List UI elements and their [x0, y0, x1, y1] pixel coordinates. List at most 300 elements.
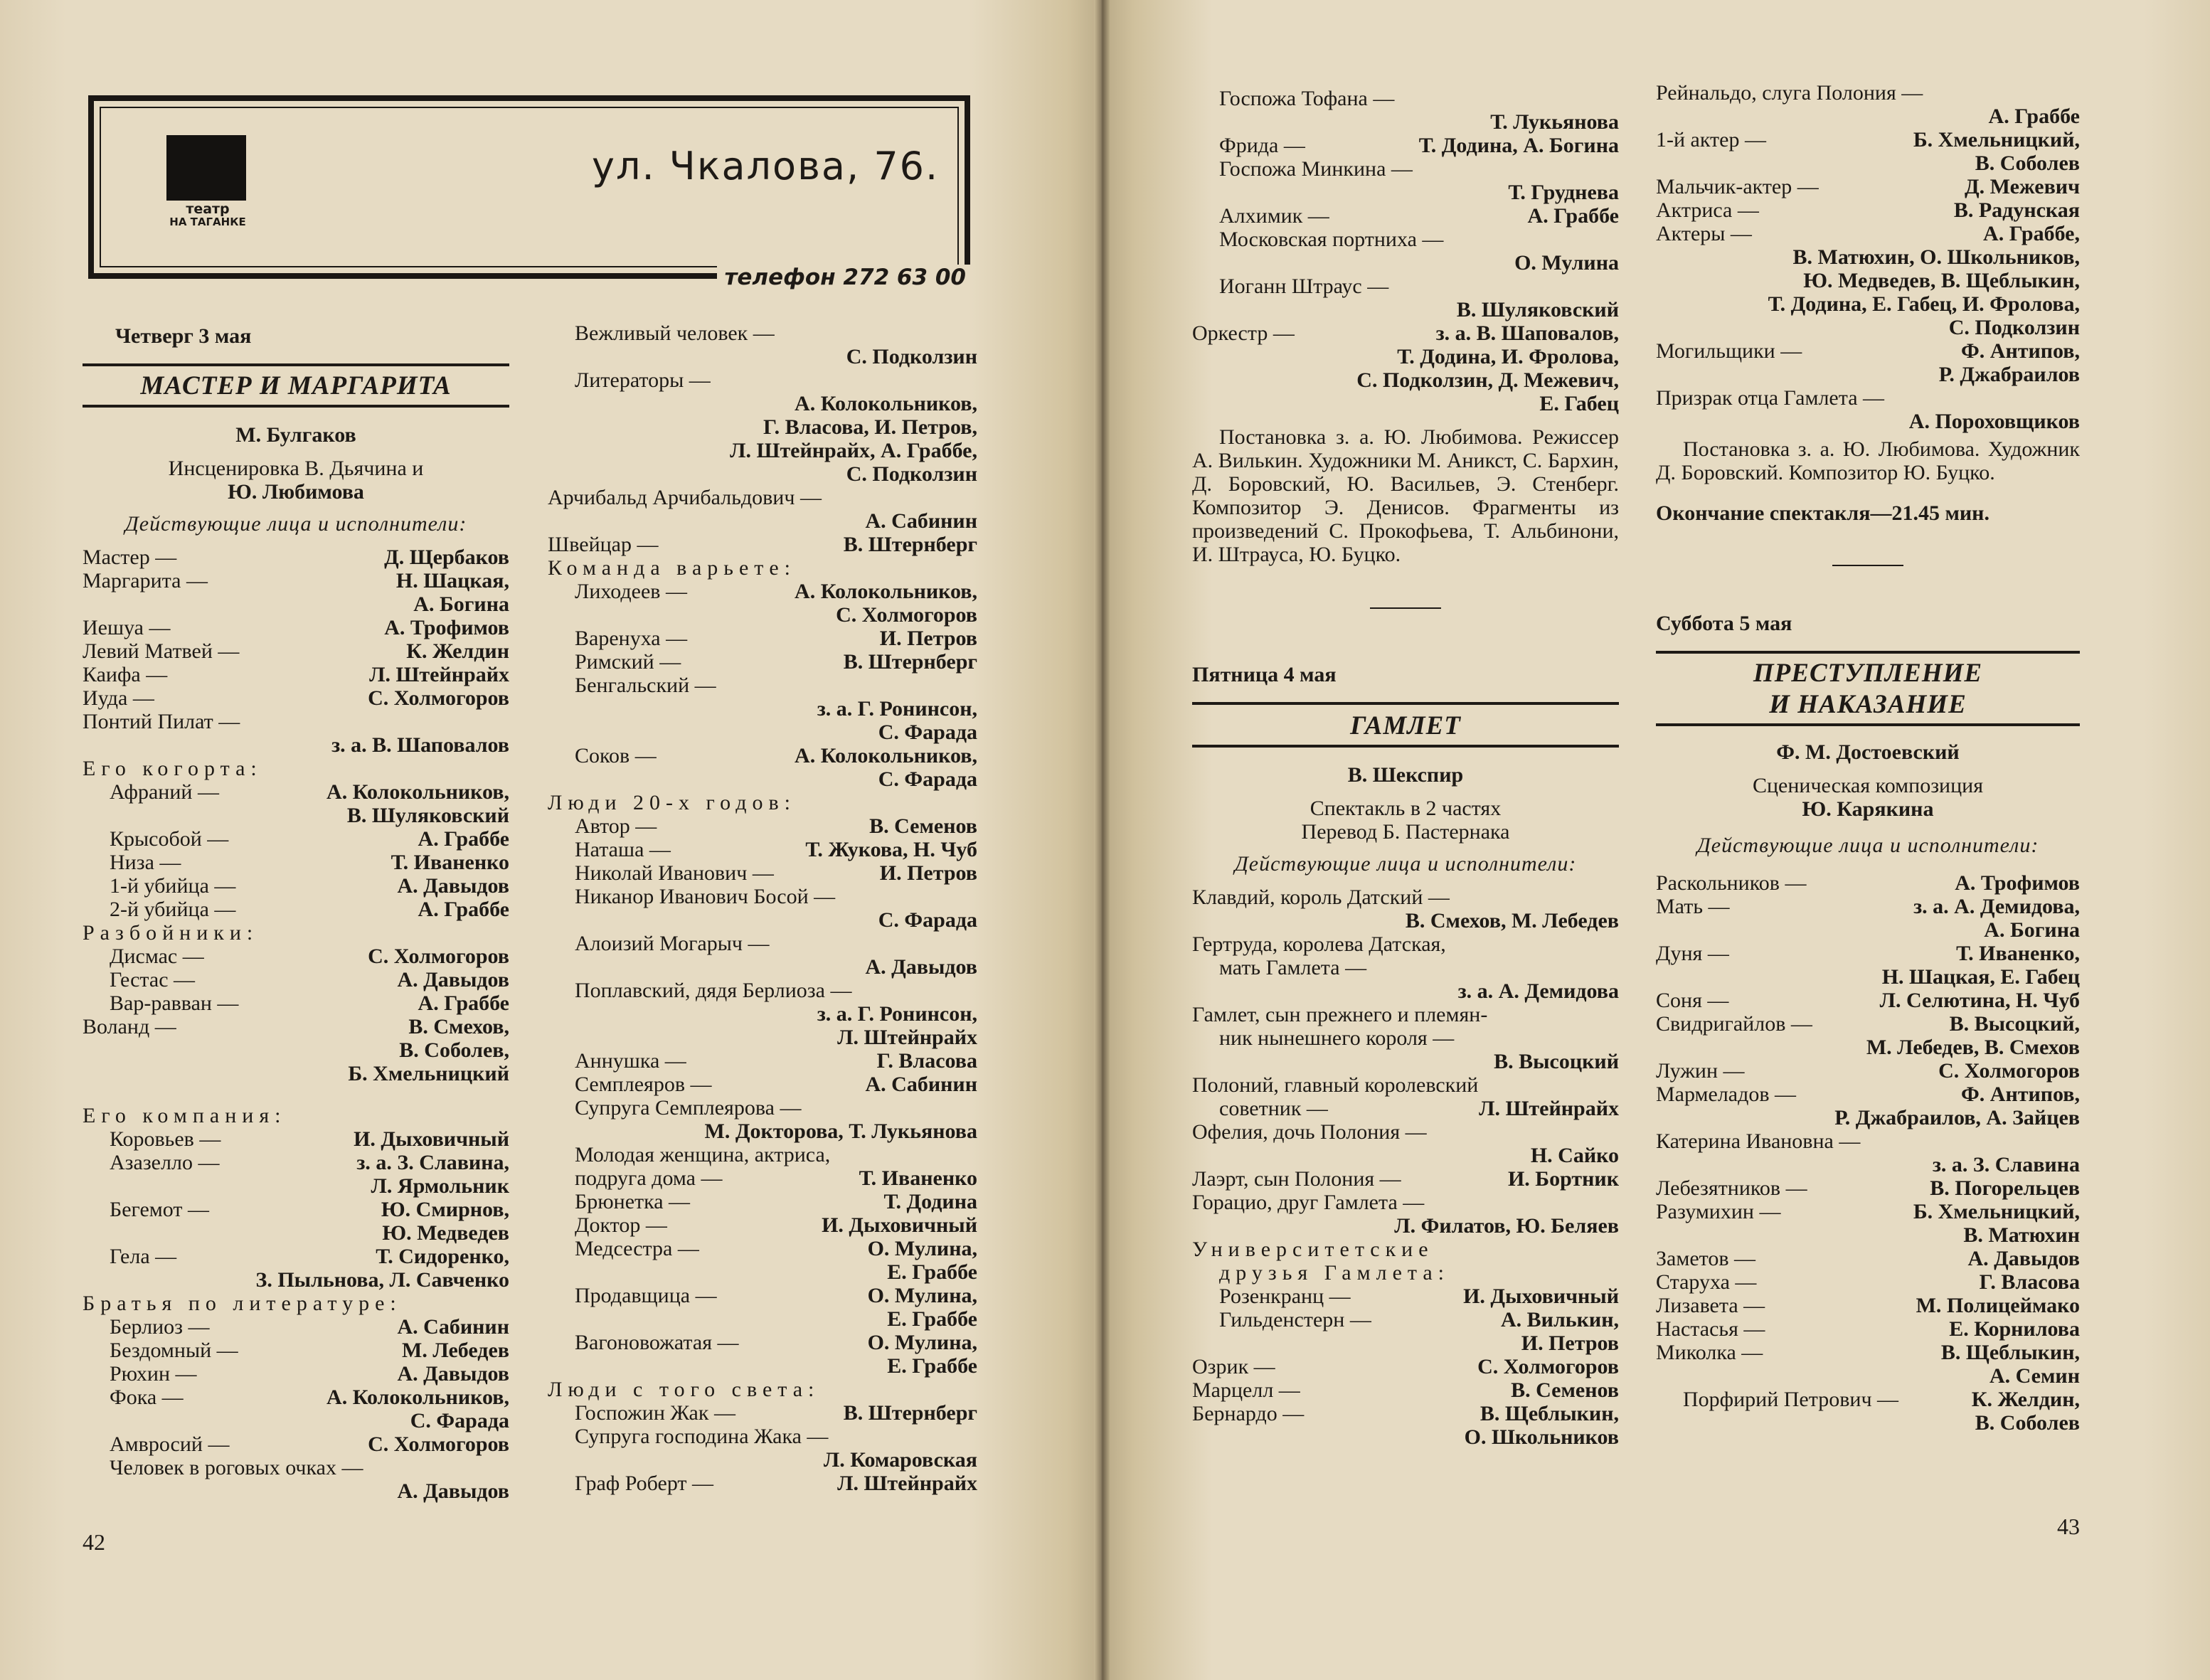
cast-row — [1192, 1308, 1619, 1331]
cast-role: Поплавский, дядя Берлиоза — — [575, 979, 852, 1002]
day-heading-thursday: Четверг 3 мая — [115, 324, 252, 348]
cast-row — [83, 639, 509, 663]
rule-top-hamlet — [1192, 702, 1619, 705]
cast-role: Госпожин Жак — — [575, 1401, 735, 1425]
cast-row — [1656, 222, 2080, 245]
cast-actor: Д. Межевич — [1965, 175, 2080, 198]
cast-role: Бездомный — — [110, 1339, 238, 1362]
theatre-header-box — [88, 95, 970, 290]
cast-actor: М. Полицеймако — [1916, 1294, 2080, 1317]
cast-role: Вар-равван — — [110, 991, 239, 1015]
cast-role: Медсестра — — [575, 1237, 699, 1260]
cast-actor: Е. Граббе — [887, 1260, 977, 1284]
cast-actor: Е. Граббе — [887, 1354, 977, 1378]
cast-actor: А. Давыдов — [397, 874, 509, 898]
cast-role: Фрида — — [1219, 134, 1305, 157]
cast-role: Могильщики — — [1656, 339, 1802, 363]
cast-role: Офелия, дочь Полония — — [1192, 1120, 1427, 1144]
cast-role: Аннушка — — [575, 1049, 686, 1073]
cast-actor: В. Штернберг — [843, 1401, 977, 1425]
cast-actor: Т. Додина, Е. Габец, И. Фролова, — [1768, 292, 2080, 316]
cast-row — [548, 1401, 977, 1425]
translation-credit: Перевод Б. Пастернака — [1301, 820, 1510, 844]
cast-actor: Т. Иваненко — [859, 1166, 977, 1190]
cast-role: Гела — — [110, 1245, 177, 1268]
theatre-logo — [158, 135, 259, 228]
cast-row — [83, 1339, 509, 1362]
cast-actor: Т. Жукова, Н. Чуб — [805, 838, 977, 861]
cast-row — [548, 838, 977, 861]
cast-row — [83, 827, 509, 851]
composition-author: Ю. Карякина — [1802, 797, 1934, 821]
cast-role: Госпожа Тофана — — [1219, 87, 1395, 110]
cast-actor: Т. Додина, И. Фролова, — [1397, 345, 1619, 368]
separator-short-2 — [1832, 565, 1903, 566]
cast-actor: А. Пороховщиков — [1908, 410, 2080, 433]
cast-role: Клавдий, король Датский — — [1192, 886, 1450, 909]
cast-actor: А. Трофимов — [384, 616, 509, 639]
cast-actor: Ф. Антипов, — [1961, 1083, 2080, 1106]
cast-list-master-3 — [1192, 87, 1619, 415]
cast-row — [83, 780, 509, 804]
left-column-1 — [83, 324, 509, 1503]
cast-actor: Е. Граббе — [887, 1307, 977, 1331]
cast-role: Заметов — — [1656, 1247, 1756, 1270]
cast-role: советник — — [1219, 1097, 1328, 1120]
cast-actor: С. Подколзин — [1948, 316, 2080, 339]
cast-role: Иешуа — — [83, 616, 171, 639]
cast-actor: Ф. Антипов, — [1961, 339, 2080, 363]
cast-actor: А. Вилькин, — [1500, 1308, 1619, 1331]
cast-row — [548, 1284, 977, 1307]
cast-role: Бернардо — — [1192, 1402, 1305, 1425]
cast-actor: О. Мулина, — [867, 1237, 977, 1260]
cast-role: Понтий Пилат — — [83, 710, 240, 733]
cast-actor: С. Фарада — [410, 1409, 509, 1432]
author-dostoevsky: Ф. М. Достоевский — [1776, 740, 1960, 764]
cast-role: 1-й убийца — — [110, 874, 236, 898]
cast-actor: И. Дыховичный — [822, 1213, 977, 1237]
cast-row — [548, 1237, 977, 1260]
cast-actor: В. Высоцкий, — [1949, 1012, 2080, 1036]
cast-row — [548, 1331, 977, 1354]
cast-row — [548, 1166, 977, 1190]
cast-row — [548, 627, 977, 650]
cast-actor: з. а. А. Демидова — [1457, 979, 1619, 1003]
cast-actor: Л. Штейнрайх — [837, 1472, 977, 1495]
cast-role: Лаэрт, сын Полония — — [1192, 1167, 1401, 1191]
cast-role: Амвросий — — [110, 1432, 230, 1456]
cast-actor: В. Щеблыкин, — [1479, 1402, 1619, 1425]
credits-master: Постановка з. а. Ю. Любимова. Режиссер А. Вилькин. Художники М. Аникст, С. Бархин, Д. Боровский, Ю. Васильев, Э. Стенберг. Композитор Э. Денисов. Фрагменты из произведений С. Прокофьева, Т. Альбинони, И. Штрауса, Ю. Буцко. — [1192, 425, 1619, 566]
cast-row — [1656, 128, 2080, 151]
scenic-composition: Сценическая композиция — [1752, 774, 1984, 797]
cast-row — [1192, 1167, 1619, 1191]
cast-row — [1656, 1012, 2080, 1036]
cast-row — [83, 1432, 509, 1456]
cast-actor: Т. Лукьянова — [1490, 110, 1619, 134]
cast-role: Арчибальд Арчибальдович — — [548, 486, 822, 509]
cast-role: Соков — — [575, 744, 657, 767]
cast-actor: А. Сабинин — [865, 1073, 977, 1096]
cast-row — [548, 744, 977, 767]
cast-row — [1192, 1285, 1619, 1308]
rule-bottom-crime — [1656, 723, 2080, 726]
cast-role: Вагоновожатая — — [575, 1331, 739, 1354]
cast-actor: Ю. Медведев, В. Щеблыкин, — [1803, 269, 2080, 292]
cast-row — [548, 1073, 977, 1096]
author-shakespeare: В. Шекспир — [1347, 763, 1464, 787]
cast-role: Николай Иванович — — [575, 861, 774, 885]
cast-actor: С. Фарада — [878, 908, 977, 932]
cast-actor: В. Штернберг — [843, 650, 977, 674]
cast-group-heading: Братья по литературе: — [83, 1292, 402, 1315]
cast-row — [83, 1198, 509, 1221]
page-number-left: 42 — [83, 1529, 105, 1555]
cast-role: Никанор Иванович Босой — — [575, 885, 836, 908]
cast-row — [1656, 1317, 2080, 1341]
cast-actor: А. Семин — [1989, 1364, 2080, 1388]
cast-actor: А. Колокольников, — [326, 1386, 509, 1409]
cast-role: Дуня — — [1656, 942, 1729, 965]
cast-actor: Л. Комаровская — [823, 1448, 977, 1472]
cast-actor: Л. Селютина, Н. Чуб — [1879, 989, 2080, 1012]
cast-actor: Л. Штейнрайх — [1479, 1097, 1619, 1120]
book-gutter — [1094, 0, 1110, 1680]
cast-actor: С. Холмогоров — [368, 686, 509, 710]
cast-actor: з. а. З. Славина, — [356, 1151, 509, 1174]
theatre-address: ул. Чкалова, 76. — [592, 144, 940, 188]
cast-role: Бегемот — — [110, 1198, 209, 1221]
cast-row — [1192, 134, 1619, 157]
cast-actor: Ю. Смирнов, — [381, 1198, 509, 1221]
cast-actor: Н. Сайко — [1530, 1144, 1619, 1167]
rule-bottom-master — [83, 405, 509, 408]
cast-role: Литераторы — — [575, 368, 711, 392]
cast-role: Левий Матвей — — [83, 639, 240, 663]
cast-actor: Н. Шацкая, Е. Габец — [1881, 965, 2080, 989]
cast-role: Мальчик-актер — — [1656, 175, 1819, 198]
cast-actor: В. Семенов — [1511, 1378, 1619, 1402]
cast-actor: В. Радунская — [1953, 198, 2080, 222]
cast-role: Человек в роговых очках — — [110, 1456, 363, 1479]
cast-group-heading: Университетские — [1192, 1238, 1434, 1261]
cast-actor: А. Колокольников, — [795, 580, 977, 603]
cast-list-crime — [1656, 871, 2080, 1435]
cast-actor: С. Холмогоров — [836, 603, 977, 627]
cast-actor: К. Желдин, — [1971, 1388, 2080, 1411]
cast-actor: з. а. А. Демидова, — [1913, 895, 2080, 918]
cast-actor: Л. Штейнрайх — [837, 1026, 977, 1049]
cast-row — [83, 1151, 509, 1174]
cast-role: Дисмас — — [110, 945, 204, 968]
cast-actor: Л. Штейнрайх — [369, 663, 509, 686]
cast-actor: Л. Филатов, Ю. Беляев — [1394, 1214, 1619, 1238]
cast-actor: С. Подколзин — [846, 345, 977, 368]
cast-actor: з. а. Г. Ронинсон, — [817, 1002, 977, 1026]
cast-row — [83, 968, 509, 991]
cast-group-heading: Люди 20-х годов: — [548, 791, 797, 814]
cast-actor: В. Соболев — [1975, 151, 2080, 175]
cast-role: Гамлет, сын прежнего и племян- — [1192, 1003, 1488, 1026]
cast-group-heading: Разбойники: — [83, 921, 259, 945]
cast-role: Иоганн Штраус — — [1219, 275, 1389, 298]
cast-actor: В. Семенов — [869, 814, 977, 838]
cast-row — [83, 898, 509, 921]
cast-row — [548, 1213, 977, 1237]
cast-row — [83, 616, 509, 639]
cast-row — [83, 1127, 509, 1151]
spacer — [83, 1085, 509, 1104]
cast-actor: А. Давыдов — [397, 1362, 509, 1386]
cast-role: Мармеладов — — [1656, 1083, 1797, 1106]
cast-role: Лужин — — [1656, 1059, 1745, 1083]
cast-row — [83, 663, 509, 686]
cast-row — [83, 851, 509, 874]
cast-role: Мастер — — [83, 546, 177, 569]
cast-role: Горацио, друг Гамлета — — [1192, 1191, 1425, 1214]
cast-actor: В. Смехов, — [408, 1015, 509, 1038]
cast-role: Озрик — — [1192, 1355, 1275, 1378]
cast-actor: В. Соболев, — [399, 1038, 509, 1062]
cast-role: Московская портниха — — [1219, 228, 1444, 251]
right-column-2 — [1656, 81, 2080, 1435]
cast-group-heading: Его компания: — [83, 1104, 287, 1127]
cast-row — [548, 580, 977, 603]
cast-row — [548, 814, 977, 838]
cast-actor: В. Матюхин, О. Школьников, — [1792, 245, 2080, 269]
cast-row — [548, 861, 977, 885]
cast-role: 1-й актер — — [1656, 128, 1766, 151]
cast-actor: С. Холмогоров — [368, 1432, 509, 1456]
cast-actor: И. Петров — [1521, 1331, 1619, 1355]
cast-actor: А. Граббе — [1988, 105, 2080, 128]
cast-role: Воланд — — [83, 1015, 176, 1038]
cast-group-heading: Его когорта: — [83, 757, 262, 780]
cast-actor: А. Давыдов — [1967, 1247, 2080, 1270]
cast-row — [83, 546, 509, 569]
cast-actor: М. Лебедев — [402, 1339, 509, 1362]
logo-text-teatr: театр — [186, 201, 230, 217]
play-title-hamlet: ГАМЛЕТ — [1350, 711, 1461, 740]
cast-actor: А. Колокольников, — [326, 780, 509, 804]
cast-actor: Т. Сидоренко, — [376, 1245, 509, 1268]
inscenirovka-line2: Ю. Любимова — [228, 480, 364, 504]
day-heading-friday: Пятница 4 мая — [1192, 663, 1337, 686]
cast-row — [83, 1386, 509, 1409]
cast-role: Фока — — [110, 1386, 184, 1409]
cast-actor: А. Граббе — [418, 898, 509, 921]
cast-role: Иуда — — [83, 686, 154, 710]
cast-actor: О. Мулина, — [867, 1331, 977, 1354]
cast-role: Старуха — — [1656, 1270, 1757, 1294]
cast-actor: И. Дыховичный — [354, 1127, 509, 1151]
cast-role: 2-й убийца — — [110, 898, 236, 921]
cast-heading-master: Действующие лица и исполнители: — [124, 512, 467, 536]
cast-actor: С. Фарада — [878, 767, 977, 791]
cast-actor: В. Соболев — [1975, 1411, 2080, 1435]
cast-actor: А. Трофимов — [1955, 871, 2080, 895]
cast-role: Раскольников — — [1656, 871, 1807, 895]
logo-square — [166, 135, 246, 201]
cast-role: Автор — — [575, 814, 657, 838]
cast-group-heading: Команда варьете: — [548, 556, 797, 580]
cast-actor: А. Давыдов — [865, 955, 977, 979]
cast-role: Бенгальский — — [575, 674, 716, 697]
cast-row — [1656, 175, 2080, 198]
play-title-crime-line2: И НАКАЗАНИЕ — [1769, 690, 1967, 719]
cast-actor: Б. Хмельницкий, — [1913, 1200, 2080, 1223]
cast-row — [83, 991, 509, 1015]
cast-actor: Е. Корнилова — [1949, 1317, 2080, 1341]
cast-group-heading: Люди с того света: — [548, 1378, 820, 1401]
cast-row — [1656, 895, 2080, 918]
cast-actor: О. Школьников — [1464, 1425, 1619, 1449]
cast-actor: В. Матюхин — [1963, 1223, 2080, 1247]
cast-role: Гестас — — [110, 968, 196, 991]
cast-row — [1656, 1294, 2080, 1317]
cast-row — [1656, 989, 2080, 1012]
cast-role: Крысобой — — [110, 827, 229, 851]
cast-role: Розенкранц — — [1219, 1285, 1351, 1308]
cast-row — [1192, 1097, 1619, 1120]
cast-actor: А. Колокольников, — [795, 744, 977, 767]
cast-actor: Д. Щербаков — [384, 546, 509, 569]
cast-role: Лебезятников — — [1656, 1176, 1807, 1200]
cast-row — [1656, 1270, 2080, 1294]
cast-actor: В. Щеблыкин, — [1940, 1341, 2080, 1364]
cast-role: Наташа — — [575, 838, 671, 861]
cast-row — [1656, 1388, 2080, 1411]
cast-row — [1656, 1341, 2080, 1364]
cast-role: Гертруда, королева Датская, — [1192, 932, 1446, 956]
cast-role: Актриса — — [1656, 198, 1759, 222]
cast-row — [1192, 204, 1619, 228]
page-number-right: 43 — [2057, 1514, 2080, 1539]
cast-role: Призрак отца Гамлета — — [1656, 386, 1885, 410]
author-bulgakov: М. Булгаков — [235, 423, 356, 447]
cast-role: Брюнетка — — [575, 1190, 691, 1213]
play-title-master: МАСТЕР И МАРГАРИТА — [140, 371, 452, 400]
play-title-crime-line1: ПРЕСТУПЛЕНИЕ — [1753, 659, 1983, 688]
cast-row — [1656, 339, 2080, 363]
cast-row — [83, 1362, 509, 1386]
cast-actor: С. Холмогоров — [1938, 1059, 2080, 1083]
cast-role: Мать — — [1656, 895, 1730, 918]
cast-actor: Т. Додина — [883, 1190, 977, 1213]
cast-actor: А. Давыдов — [397, 1479, 509, 1503]
cast-actor: А. Граббе — [1527, 204, 1619, 228]
cast-row — [83, 686, 509, 710]
cast-role: Каифа — — [83, 663, 168, 686]
cast-actor: В. Шуляковский — [1456, 298, 1619, 321]
cast-actor: С. Холмогоров — [1477, 1355, 1619, 1378]
cast-role: Афраний — — [110, 780, 219, 804]
cast-row — [1656, 871, 2080, 895]
cast-role: Соня — — [1656, 989, 1729, 1012]
left-column-2 — [548, 321, 977, 1495]
cast-actor: Б. Хмельницкий — [348, 1062, 509, 1085]
cast-role: Берлиоз — — [110, 1315, 210, 1339]
cast-row — [1656, 942, 2080, 965]
cast-role: Лизавета — — [1656, 1294, 1765, 1317]
cast-role: Швейцар — — [548, 533, 659, 556]
cast-heading-crime: Действующие лица и исполнители: — [1696, 834, 2039, 857]
cast-actor: А. Давыдов — [397, 968, 509, 991]
cast-row — [548, 533, 977, 556]
rule-top-master — [83, 363, 509, 366]
logo-text-na-taganke: НА ТАГАНКЕ — [169, 216, 246, 228]
cast-actor: М. Докторова, Т. Лукьянова — [704, 1120, 977, 1143]
cast-role: Катерина Ивановна — — [1656, 1129, 1861, 1153]
cast-actor: В. Шуляковский — [346, 804, 509, 827]
cast-row — [83, 1015, 509, 1038]
rule-bottom-hamlet — [1192, 745, 1619, 748]
cast-actor: В. Погорельцев — [1930, 1176, 2080, 1200]
cast-role: Миколка — — [1656, 1341, 1763, 1364]
cast-list-master-1 — [83, 546, 509, 1503]
cast-row — [83, 1315, 509, 1339]
cast-role: Доктор — — [575, 1213, 667, 1237]
cast-role: Порфирий Петрович — — [1683, 1388, 1899, 1411]
cast-actor: Л. Ярмольник — [371, 1174, 509, 1198]
cast-role: Гильденстерн — — [1219, 1308, 1371, 1331]
cast-actor: А. Граббе — [418, 991, 509, 1015]
cast-actor: И. Петров — [879, 861, 977, 885]
cast-actor: А. Богина — [1984, 918, 2080, 942]
cast-actor: А. Колокольников, — [795, 392, 977, 415]
cast-actor: Р. Джабраилов, А. Зайцев — [1834, 1106, 2080, 1129]
cast-actor: з. а. В. Шаповалов, — [1435, 321, 1619, 345]
cast-role: Римский — — [575, 650, 681, 674]
separator-short-1 — [1370, 607, 1441, 609]
cast-actor: Т. Иваненко — [391, 851, 509, 874]
cast-actor: Е. Габец — [1539, 392, 1619, 415]
credits-hamlet: Постановка з. а. Ю. Любимова. Художник Д. Боровский. Композитор Ю. Буцко. — [1656, 437, 2080, 484]
cast-actor: Т. Груднева — [1508, 181, 1619, 204]
cast-row — [548, 1049, 977, 1073]
cast-heading-hamlet: Действующие лица и исполнители: — [1234, 852, 1577, 876]
cast-role: мать Гамлета — — [1219, 956, 1367, 979]
cast-role: Марцелл — — [1192, 1378, 1300, 1402]
cast-row — [1656, 198, 2080, 222]
cast-role: Азазелло — — [110, 1151, 220, 1174]
cast-role: Рейнальдо, слуга Полония — — [1656, 81, 1923, 105]
cast-actor: з. а. Г. Ронинсон, — [817, 697, 977, 721]
cast-role: Разумихин — — [1656, 1200, 1781, 1223]
cast-actor: И. Петров — [879, 627, 977, 650]
cast-actor: А. Граббе, — [1983, 222, 2080, 245]
cast-row — [83, 874, 509, 898]
cast-role: подруга дома — — [575, 1166, 723, 1190]
cast-role: Рюхин — — [110, 1362, 197, 1386]
hamlet-end-time: Окончание спектакля—21.45 мин. — [1656, 501, 1989, 525]
cast-role: Оркестр — — [1192, 321, 1295, 345]
cast-actor: С. Холмогоров — [368, 945, 509, 968]
cast-actor: А. Сабинин — [397, 1315, 509, 1339]
cast-actor: Т. Додина, А. Богина — [1418, 134, 1619, 157]
cast-role: Актеры — — [1656, 222, 1752, 245]
cast-list-hamlet-1 — [1192, 886, 1619, 1449]
cast-role: Молодая женщина, актриса, — [575, 1143, 831, 1166]
cast-row — [548, 650, 977, 674]
play-parts: Спектакль в 2 частях — [1309, 797, 1502, 820]
cast-actor: Г. Власова — [1979, 1270, 2080, 1294]
cast-actor: Ю. Медведев — [382, 1221, 509, 1245]
cast-row — [1192, 1355, 1619, 1378]
cast-role: Варенуха — — [575, 627, 688, 650]
cast-role: Супруга господина Жака — — [575, 1425, 829, 1448]
